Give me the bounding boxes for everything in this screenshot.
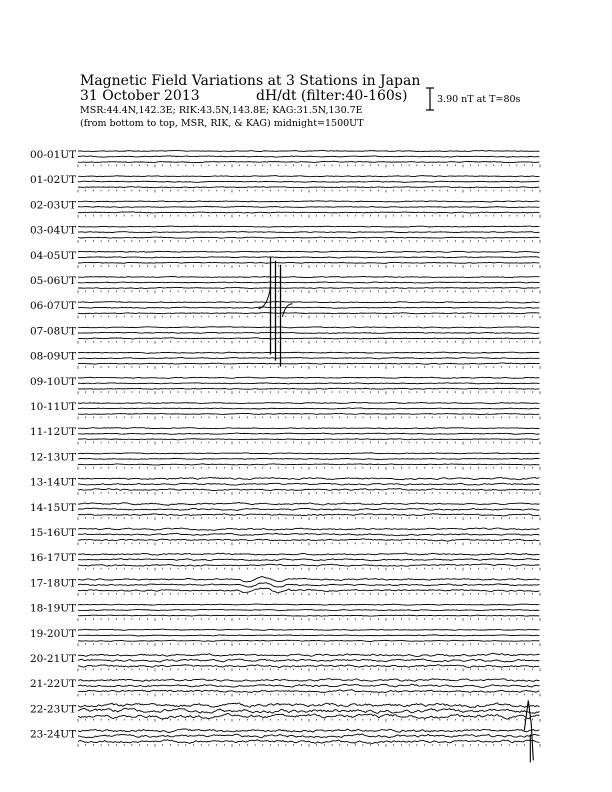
trace-KAG [78, 629, 540, 630]
row-label: 10-11UT [30, 401, 77, 413]
trace-KAG [78, 679, 540, 682]
row-label: 15-16UT [30, 527, 77, 539]
trace-MSR [78, 388, 540, 389]
hour-row-16-17UT [30, 552, 540, 570]
hour-rows [30, 149, 540, 762]
station-coordinates: MSR:44.4N,142.3E; RIK:43.5N,143.8E; KAG:31.5N,130.7E [80, 105, 363, 116]
hour-row-00-01UT [30, 149, 540, 167]
scale-bar-label: 3.90 nT at T=80s [437, 94, 521, 105]
trace-KAG [78, 302, 540, 303]
trace-KAG [78, 503, 540, 506]
row-label: 07-08UT [30, 325, 77, 338]
trace-RIK [78, 533, 540, 535]
trace-MSR [78, 665, 540, 668]
trace-MSR [78, 640, 540, 641]
trace-MSR [78, 413, 540, 414]
trace-RIK [78, 332, 540, 333]
trace-KAG [78, 453, 540, 454]
pulse-curve [283, 304, 293, 317]
hour-row-11-12UT [30, 426, 540, 444]
trace-MSR [78, 489, 540, 491]
trace-KAG [78, 352, 540, 353]
hour-row-23-24UT [30, 729, 540, 747]
trace-MSR [78, 615, 540, 616]
trace-KAG [78, 477, 540, 479]
trace-KAG [78, 653, 540, 656]
row-label: 19-20UT [30, 627, 77, 640]
trace-MSR [78, 287, 540, 288]
row-label: 16-17UT [30, 552, 77, 565]
trace-MSR [78, 740, 540, 744]
trace-MSR [78, 690, 540, 693]
trace-MSR [78, 262, 540, 263]
trace-RIK [78, 408, 540, 409]
trace-MSR [78, 439, 540, 440]
hour-row-18-19UT [30, 603, 540, 621]
trace-MSR [78, 464, 540, 465]
trace-KAG [78, 176, 540, 177]
row-label: 13-14UT [30, 476, 77, 489]
trace-RIK [78, 156, 540, 157]
trace-RIK [78, 257, 540, 258]
row-label: 03-04UT [30, 224, 77, 237]
hour-row-01-02UT [30, 174, 540, 192]
trace-KAG [78, 201, 540, 202]
chart-quantity: dH/dt (filter:40-160s) [256, 88, 408, 104]
row-label: 08-09UT [30, 350, 77, 363]
trace-MSR [78, 313, 540, 314]
trace-RIK [78, 181, 540, 182]
pulse-curve [259, 287, 271, 309]
trace-RIK [78, 483, 540, 485]
trace-RIK [78, 282, 540, 283]
trace-MSR [78, 338, 540, 339]
row-label: 01-02UT [30, 174, 77, 187]
trace-RIK [78, 383, 540, 384]
row-label: 09-10UT [30, 375, 77, 388]
hour-row-17-18UT [30, 577, 540, 596]
trace-KAG [78, 604, 540, 605]
trace-MSR [78, 514, 540, 516]
row-label: 11-12UT [30, 426, 77, 439]
trace-KAG [78, 528, 540, 530]
station-order-note: (from bottom to top, MSR, RIK, & KAG) midnight=1500UT [80, 118, 364, 129]
row-label: 06-07UT [30, 300, 77, 313]
trace-RIK [78, 307, 540, 308]
trace-RIK [78, 559, 540, 561]
hour-row-02-03UT [30, 199, 540, 217]
hour-row-03-04UT [30, 225, 540, 243]
hour-row-15-16UT [30, 527, 540, 545]
trace-MSR [78, 714, 540, 719]
trace-KAG [78, 729, 540, 733]
trace-RIK [78, 609, 540, 610]
trace-KAG [78, 226, 540, 227]
row-label: 04-05UT [30, 249, 77, 262]
hour-row-20-21UT [30, 653, 540, 671]
hour-row-14-15UT [30, 502, 540, 520]
trace-KAG [78, 251, 540, 252]
trace-KAG [78, 577, 540, 582]
row-label: 00-01UT [30, 149, 77, 161]
row-label: 12-13UT [30, 451, 77, 464]
calibration-pulse [259, 257, 293, 367]
hour-row-19-20UT [30, 628, 540, 646]
trace-KAG [78, 402, 540, 403]
trace-RIK [78, 708, 540, 713]
trace-MSR [78, 237, 540, 238]
trace-KAG [78, 703, 540, 708]
trace-RIK [78, 659, 540, 662]
scale-bar [426, 88, 434, 110]
trace-MSR [78, 212, 540, 213]
row-label: 18-19UT [30, 602, 77, 615]
row-label: 05-06UT [30, 275, 77, 287]
trace-KAG [78, 150, 540, 151]
trace-MSR [78, 363, 540, 364]
trace-RIK [78, 357, 540, 358]
hour-row-08-09UT [30, 351, 540, 369]
hour-row-05-06UT [30, 275, 540, 293]
hour-row-13-14UT [30, 477, 540, 495]
hour-row-22-23UT [30, 703, 540, 722]
trace-RIK [78, 583, 540, 587]
row-label: 17-18UT [30, 577, 77, 590]
trace-KAG [78, 377, 540, 378]
trace-KAG [78, 276, 540, 277]
row-label: 14-15UT [30, 501, 77, 514]
hour-row-12-13UT [30, 451, 540, 469]
row-label: 23-24UT [30, 728, 77, 741]
chart-title: Magnetic Field Variations at 3 Stations in Japan [80, 73, 421, 89]
row-label: 02-03UT [30, 199, 77, 212]
trace-KAG [78, 428, 540, 429]
hour-row-09-10UT [30, 376, 540, 394]
trace-RIK [78, 433, 540, 434]
trace-RIK [78, 458, 540, 459]
trace-MSR [78, 564, 540, 566]
trace-RIK [78, 508, 540, 510]
hour-row-04-05UT [30, 250, 540, 268]
trace-RIK [78, 635, 540, 636]
trace-KAG [78, 327, 540, 328]
hour-row-21-22UT [30, 678, 540, 696]
trace-KAG [78, 553, 540, 555]
row-label: 20-21UT [30, 653, 77, 665]
chart-date: 31 October 2013 [80, 88, 200, 104]
trace-MSR [78, 187, 540, 188]
row-label: 22-23UT [30, 703, 77, 716]
trace-RIK [78, 232, 540, 233]
hour-row-10-11UT [30, 401, 540, 419]
trace-RIK [78, 684, 540, 687]
trace-RIK [78, 206, 540, 207]
row-label: 21-22UT [30, 678, 77, 691]
trace-RIK [78, 734, 540, 738]
trace-MSR [78, 161, 540, 162]
hour-row-07-08UT [30, 325, 540, 343]
trace-MSR [78, 539, 540, 541]
trace-MSR [78, 588, 540, 593]
